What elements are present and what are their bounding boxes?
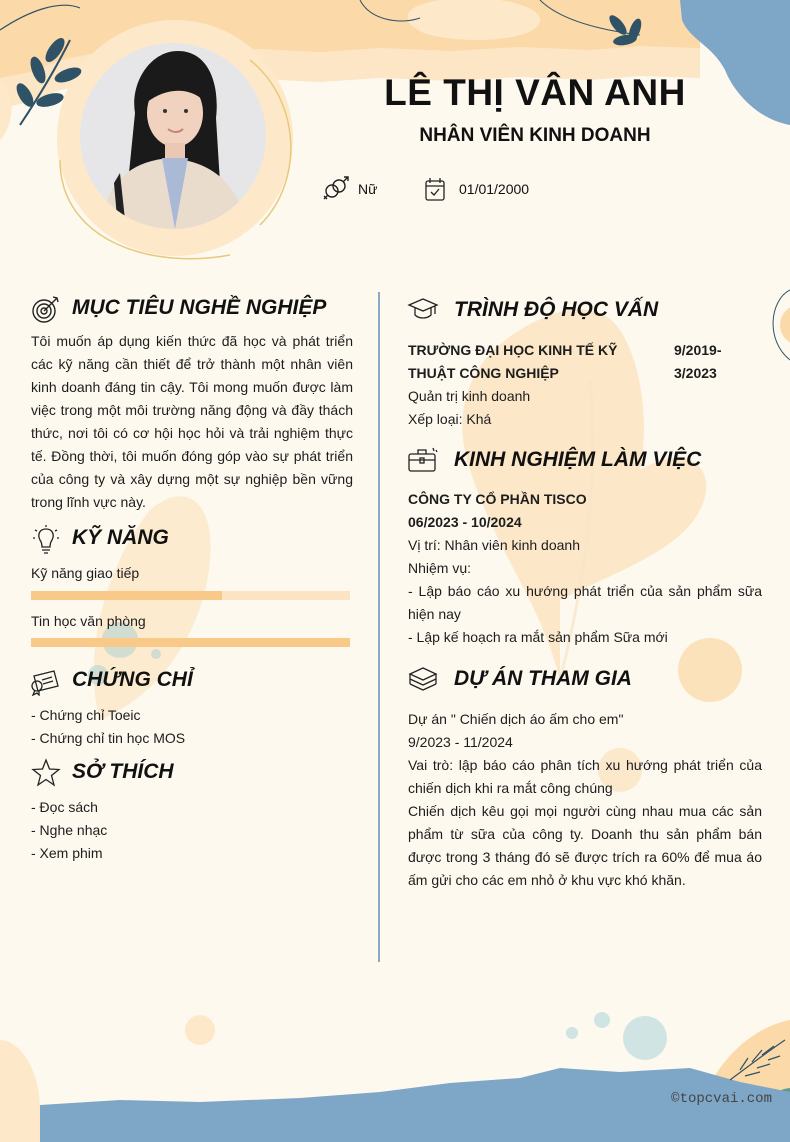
- skills-title: KỸ NĂNG: [72, 526, 169, 549]
- hobby-item: - Đọc sách: [31, 799, 98, 815]
- certificate-item: - Chứng chỉ tin học MOS: [31, 730, 186, 746]
- major: Quản trị kinh doanh: [408, 388, 531, 404]
- study-period-line: 9/2019-: [674, 342, 722, 358]
- education-title: TRÌNH ĐỘ HỌC VẤN: [454, 298, 659, 321]
- hobbies-title: SỞ THÍCH: [72, 760, 174, 783]
- duties-label: Nhiệm vụ:: [408, 560, 472, 576]
- gender-value: Nữ: [358, 181, 378, 197]
- objective-title: MỤC TIÊU NGHỀ NGHIỆP: [72, 296, 327, 319]
- profile-photo: [80, 43, 266, 229]
- hobby-item: - Xem phim: [31, 845, 103, 861]
- school-name-line: THUẬT CÔNG NGHIỆP: [408, 365, 559, 381]
- project-name: Dự án " Chiến dịch áo ấm cho em": [408, 711, 624, 727]
- skill-bar: [31, 638, 350, 647]
- birthdate-value: 01/01/2000: [459, 181, 530, 197]
- skill-label: Kỹ năng giao tiếp: [31, 565, 140, 581]
- target-icon: [31, 294, 61, 324]
- project-description: Chiến dịch kêu gọi mọi người cùng nhau mua các sản phẩm từ sữa của công ty. Doanh thu sản phẩm bán được trong 3 tháng đó sẽ được trích ra 60% để mua áo ấm gửi cho các em nhỏ ở khu vực khó khăn.: [408, 803, 762, 888]
- work-position: Vị trí: Nhân viên kinh doanh: [408, 537, 580, 553]
- briefcase-icon: [407, 446, 439, 474]
- skill-bar: [31, 591, 350, 600]
- candidate-name: LÊ THỊ VÂN ANH: [384, 72, 686, 113]
- calendar-icon: [424, 176, 446, 202]
- lightbulb-icon: [31, 524, 61, 554]
- skill-bar-fill: [31, 638, 350, 647]
- experience-title: KINH NGHIỆM LÀM VIỆC: [454, 448, 702, 471]
- layers-stack-icon: [407, 664, 439, 696]
- certificate-scroll-icon: [30, 668, 62, 696]
- skill-label: Tin học văn phòng: [31, 613, 146, 629]
- company-name: CÔNG TY CỔ PHẦN TISCO: [408, 491, 587, 507]
- graduation-cap-icon: [407, 296, 439, 322]
- gender-icon: [322, 176, 350, 202]
- skill-bar-fill: [31, 591, 222, 600]
- grade: Xếp loại: Khá: [408, 411, 492, 427]
- projects-title: DỰ ÁN THAM GIA: [454, 667, 632, 690]
- project-role: Vai trò: lập báo cáo phân tích xu hướng phát triển của chiến dịch khi ra mắt công chúng: [408, 757, 762, 796]
- study-period-line: 3/2023: [674, 365, 717, 381]
- duty-item: - Lập kế hoạch ra mắt sản phẩm Sữa mới: [408, 629, 668, 645]
- job-title: NHÂN VIÊN KINH DOANH: [419, 125, 651, 146]
- certificates-title: CHỨNG CHỈ: [72, 668, 193, 691]
- duty-item: - Lập báo cáo xu hướng phát triển của sản phẩm sữa hiện nay: [408, 583, 762, 622]
- column-divider: [378, 292, 380, 962]
- portrait-illustration: [80, 43, 266, 229]
- star-icon: [31, 758, 61, 788]
- certificate-item: - Chứng chỉ Toeic: [31, 707, 141, 723]
- work-period: 06/2023 - 10/2024: [408, 514, 522, 530]
- hobby-item: - Nghe nhạc: [31, 822, 108, 838]
- project-period: 9/2023 - 11/2024: [408, 734, 513, 750]
- objective-text: Tôi muốn áp dụng kiến thức đã học và phát triển các kỹ năng cần thiết để trở thành một nhân viên kinh doanh đáng tin cậy. Tôi mong muốn được làm việc trong một môi trường năng động và đầy thách thức, nơi tôi có cơ hội học hỏi và trải nghiệm thực tế. Đồng thời, tôi muốn đóng góp vào sự phát triển của công ty và xây dựng một sự nghiệp bền vững trong lĩnh vực này.: [31, 333, 353, 510]
- watermark: ©topcvai.com: [671, 1091, 772, 1107]
- school-name-line: TRƯỜNG ĐẠI HỌC KINH TẾ KỸ: [408, 342, 618, 358]
